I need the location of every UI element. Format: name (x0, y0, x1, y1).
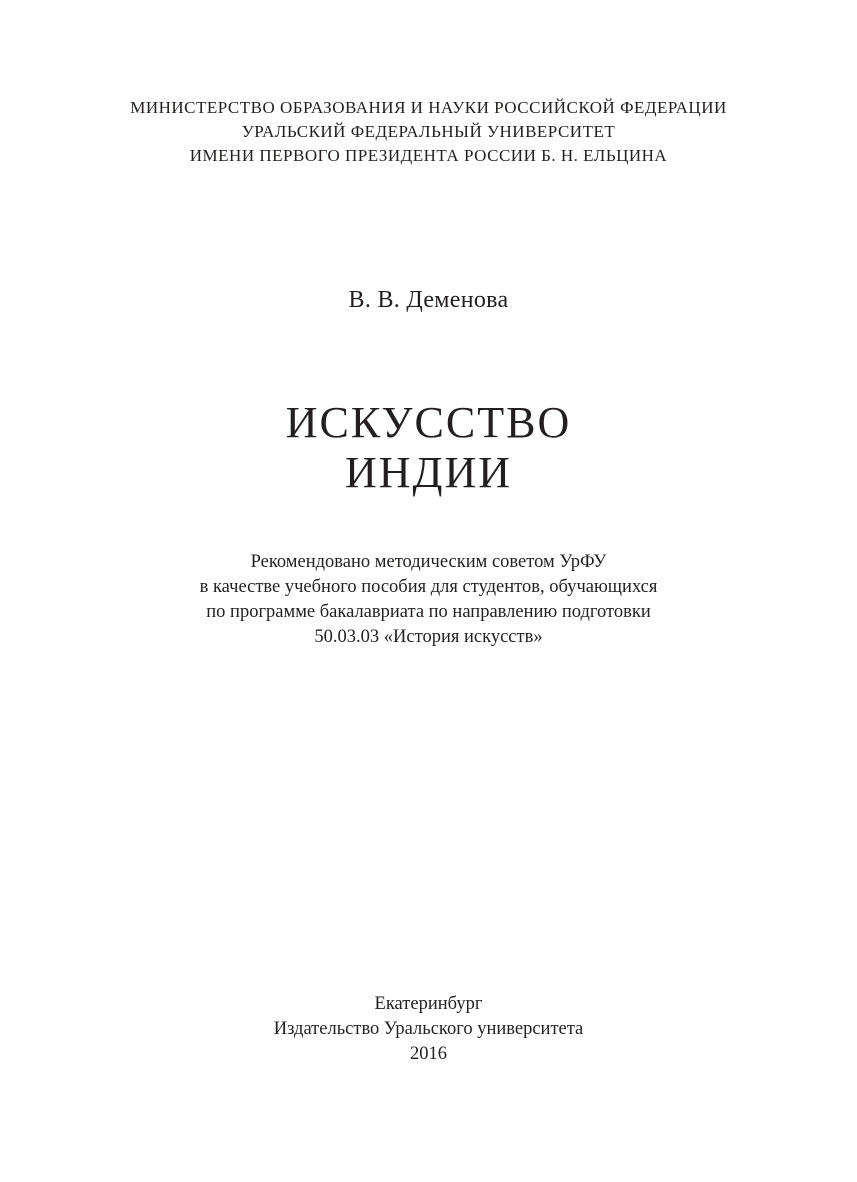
imprint (0, 992, 857, 1067)
book-title (0, 398, 857, 498)
recommendation-line-4: 50.03.03 «История искусств» (314, 627, 543, 647)
book-title-line-1: ИСКУССТВО (285, 398, 572, 447)
institution-header (0, 96, 857, 168)
book-title-line-2: ИНДИИ (344, 448, 513, 497)
recommendation-line-2: в качестве учебного пособия для студентов, обучающихся (199, 577, 658, 597)
imprint-publisher: Издательство Уральского университета (273, 1019, 584, 1039)
university-line: УРАЛЬСКИЙ ФЕДЕРАЛЬНЫЙ УНИВЕРСИТЕТ (241, 122, 616, 141)
imprint-year: 2016 (410, 1044, 447, 1064)
recommendation-line-3: по программе бакалавриата по направлению подготовки (206, 602, 651, 622)
university-name-line: ИМЕНИ ПЕРВОГО ПРЕЗИДЕНТА РОССИИ Б. Н. ЕЛЬЦИНА (189, 146, 668, 165)
ministry-line: МИНИСТЕРСТВО ОБРАЗОВАНИЯ И НАУКИ РОССИЙСКОЙ ФЕДЕРАЦИИ (130, 98, 727, 117)
author-name: В. В. Деменова (348, 287, 509, 313)
recommendation-note (0, 550, 857, 650)
imprint-city: Екатеринбург (374, 994, 483, 1014)
recommendation-line-1: Рекомендовано методическим советом УрФУ (250, 552, 607, 572)
